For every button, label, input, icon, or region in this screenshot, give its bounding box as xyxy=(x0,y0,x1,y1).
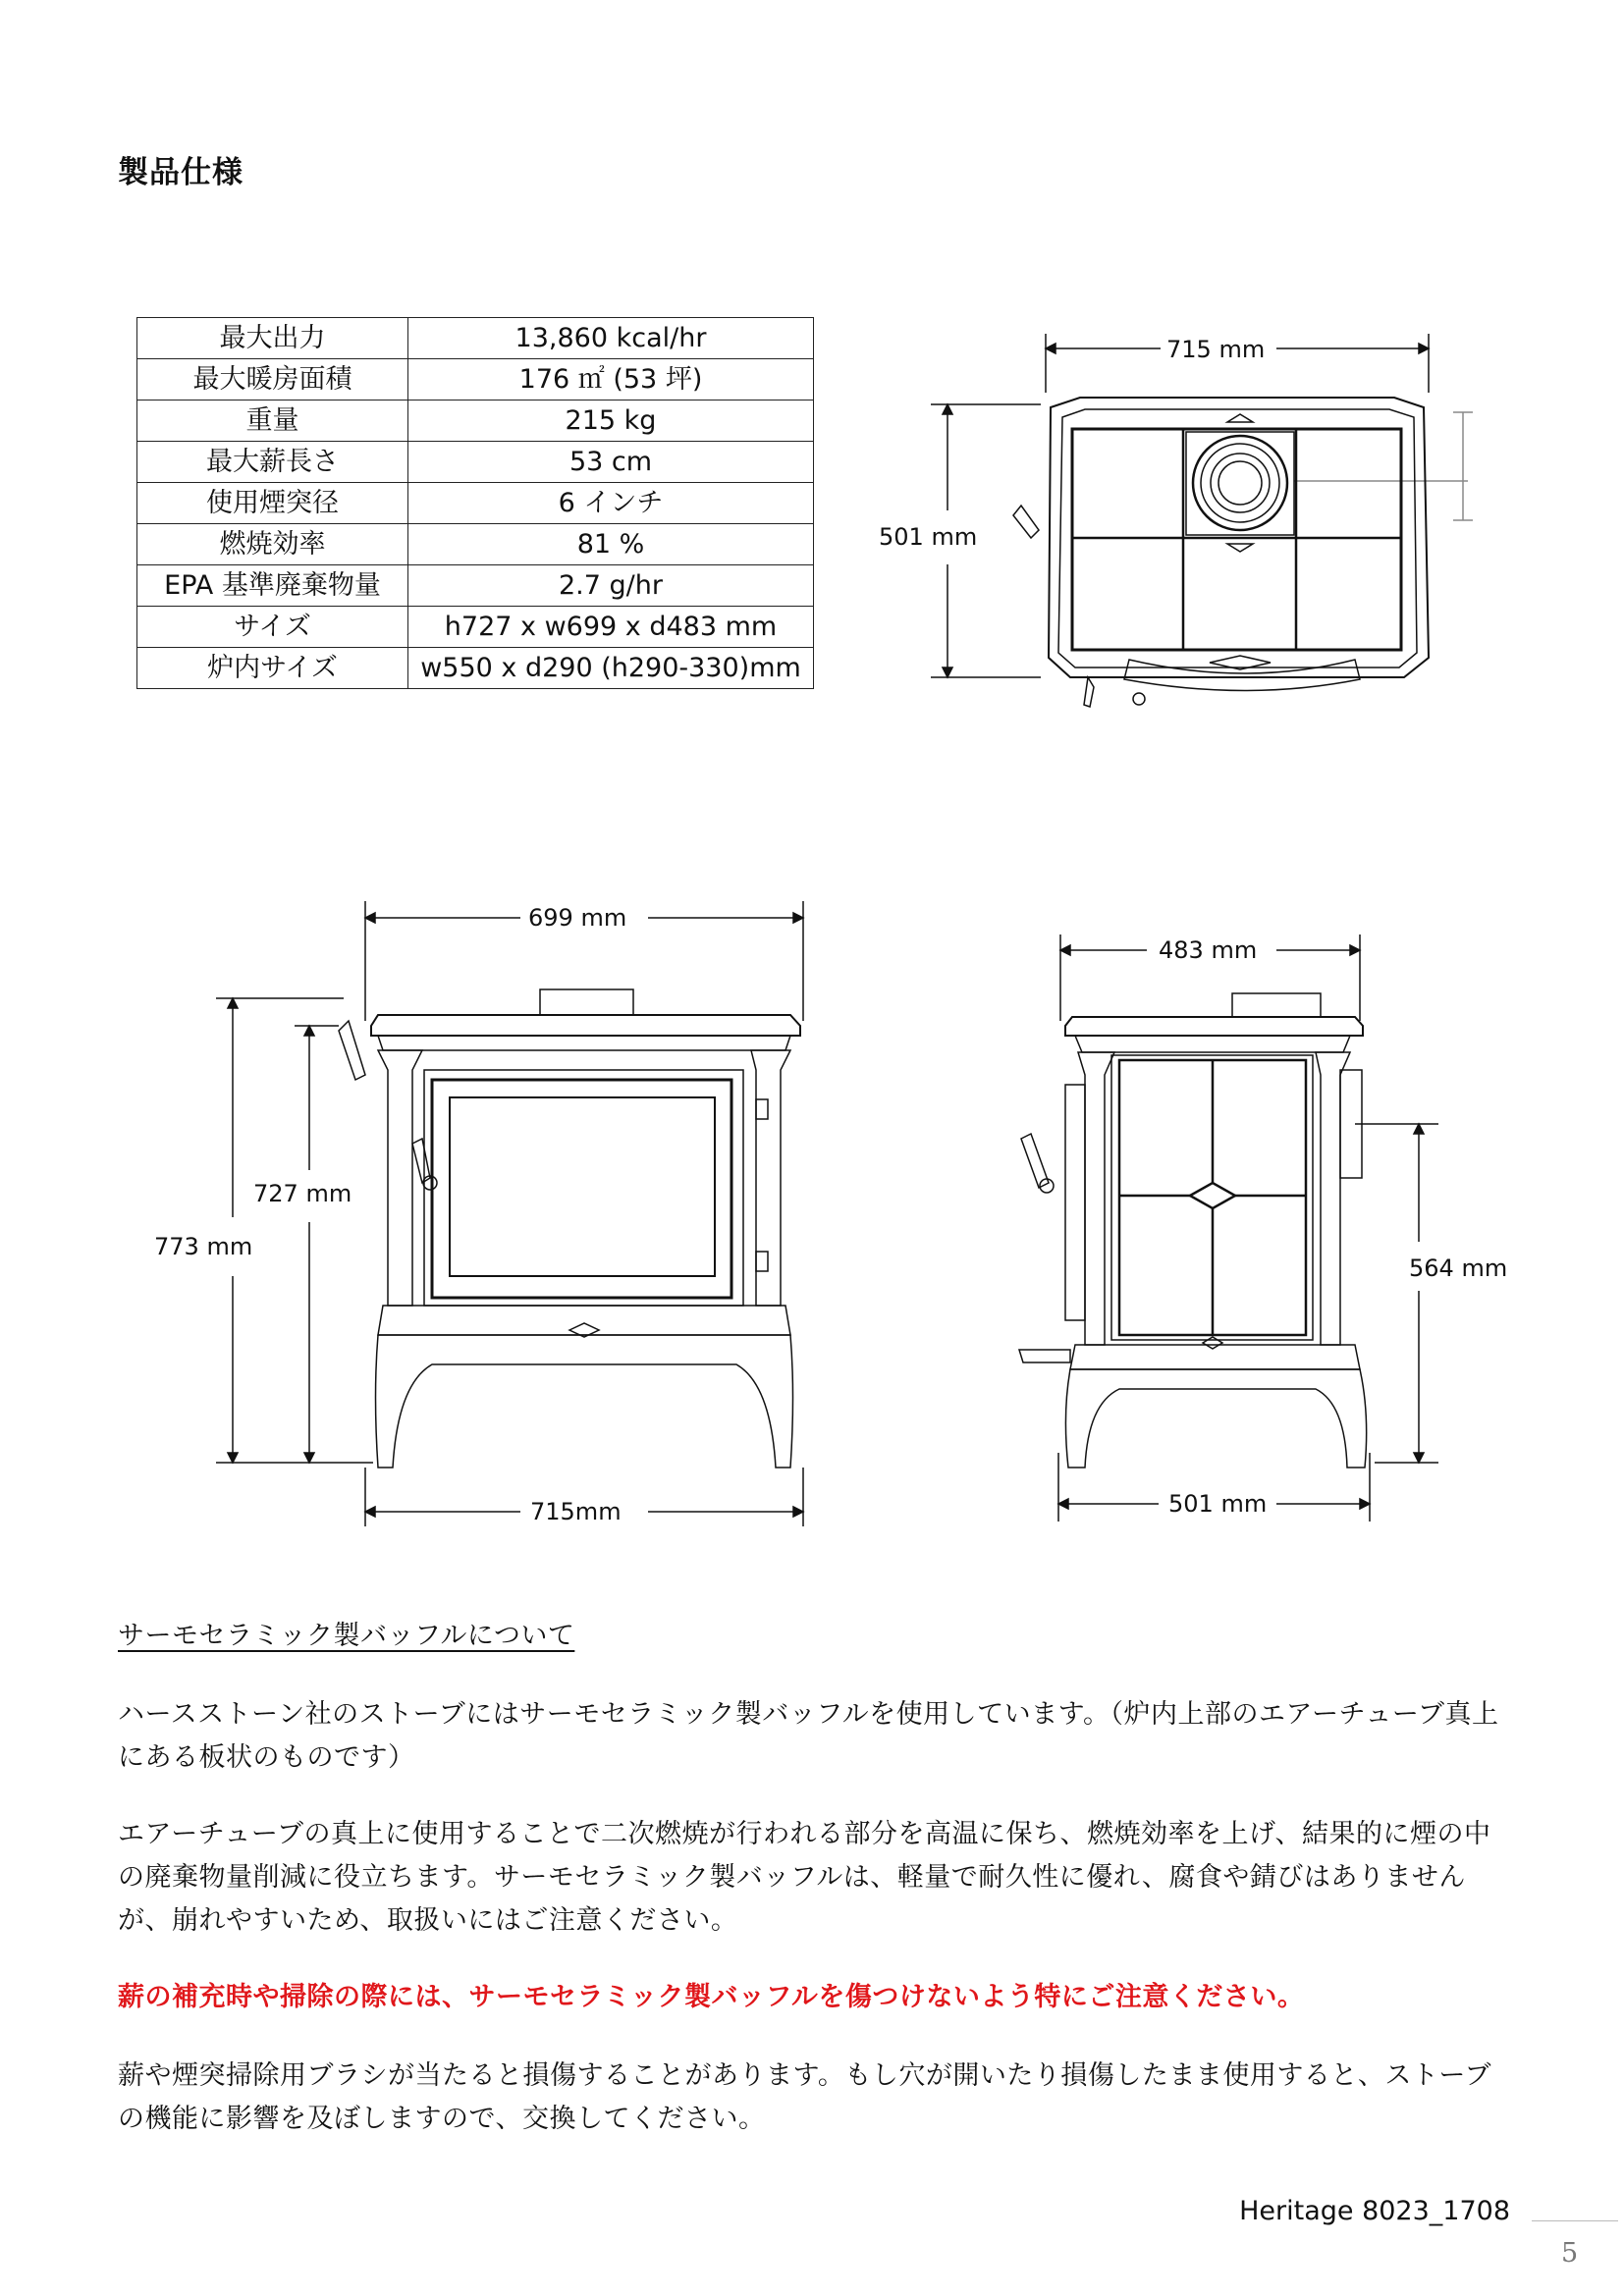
spec-label: 燃焼効率 xyxy=(137,524,408,565)
baffle-paragraph-2: エアーチューブの真上に使用することで二次燃焼が行われる部分を高温に保ち、燃焼効率を上げ、結果的に煙の中の廃棄物量削減に役立ちます。サーモセラミック製バッフルは、軽量で耐久性に優れ、腐食や錆びはありませんが、崩れやすいため、取扱いにはご注意ください。 xyxy=(118,1819,1491,1936)
table-row xyxy=(137,483,814,524)
spec-label: 最大暖房面積 xyxy=(137,359,408,400)
spec-value: w550 x d290 (h290-330)mm xyxy=(408,648,814,689)
top-depth-label: 501 mm xyxy=(879,523,978,551)
spec-label: 最大出力 xyxy=(137,318,408,359)
table-row xyxy=(137,442,814,483)
spec-label: 使用煙突径 xyxy=(137,483,408,524)
baffle-heading: サーモセラミック製バッフルについて xyxy=(118,1621,575,1651)
table-row xyxy=(137,400,814,442)
spec-value: 215 kg xyxy=(408,400,814,442)
front-bottom-width-label: 715mm xyxy=(530,1498,622,1525)
table-row xyxy=(137,565,814,607)
spec-label: 最大薪長さ xyxy=(137,442,408,483)
spec-value: 81 % xyxy=(408,524,814,565)
spec-value: 176 ㎡ (53 坪) xyxy=(408,359,814,400)
spec-label: EPA 基準廃棄物量 xyxy=(137,565,408,607)
spec-table xyxy=(136,317,814,689)
table-row xyxy=(137,648,814,689)
stove-top-view-diagram xyxy=(864,324,1492,736)
baffle-warning: 薪の補充時や掃除の際には、サーモセラミック製バッフルを傷つけないよう特にご注意ください。 xyxy=(118,1982,1305,2012)
stove-front-view-diagram xyxy=(137,883,844,1541)
page-number: 5 xyxy=(1561,2238,1579,2269)
footer-divider xyxy=(1532,2220,1618,2221)
front-top-width-label: 699 mm xyxy=(528,904,627,932)
side-top-depth-label: 483 mm xyxy=(1159,936,1258,964)
spec-label: 重量 xyxy=(137,400,408,442)
side-bottom-depth-label: 501 mm xyxy=(1168,1490,1268,1518)
spec-value: 2.7 g/hr xyxy=(408,565,814,607)
top-width-label: 715 mm xyxy=(1166,336,1266,363)
table-row xyxy=(137,524,814,565)
footer-model: Heritage 8023_1708 xyxy=(1239,2196,1510,2226)
table-row xyxy=(137,607,814,648)
front-total-height-label: 773 mm xyxy=(154,1233,253,1260)
spec-value: 53 cm xyxy=(408,442,814,483)
baffle-paragraph-3: 薪や煙突掃除用ブラシが当たると損傷することがあります。もし穴が開いたり損傷したまま使用すると、ストーブの機能に影響を及ぼしますので、交換してください。 xyxy=(118,2060,1491,2134)
table-row xyxy=(137,359,814,400)
spec-value: 13,860 kcal/hr xyxy=(408,318,814,359)
table-row xyxy=(137,318,814,359)
spec-label: サイズ xyxy=(137,607,408,648)
front-body-height-label: 727 mm xyxy=(253,1180,352,1207)
spec-value: h727 x w699 x d483 mm xyxy=(408,607,814,648)
baffle-paragraph-1: ハースストーン社のストーブにはサーモセラミック製バッフルを使用しています。（炉内上部のエアーチューブ真上にある板状のものです） xyxy=(118,1699,1499,1773)
stove-side-view-diagram xyxy=(1011,913,1542,1531)
spec-value: 6 インチ xyxy=(408,483,814,524)
section-title: 製品仕様 xyxy=(118,155,244,190)
spec-label: 炉内サイズ xyxy=(137,648,408,689)
side-flue-height-label: 564 mm xyxy=(1409,1255,1508,1282)
